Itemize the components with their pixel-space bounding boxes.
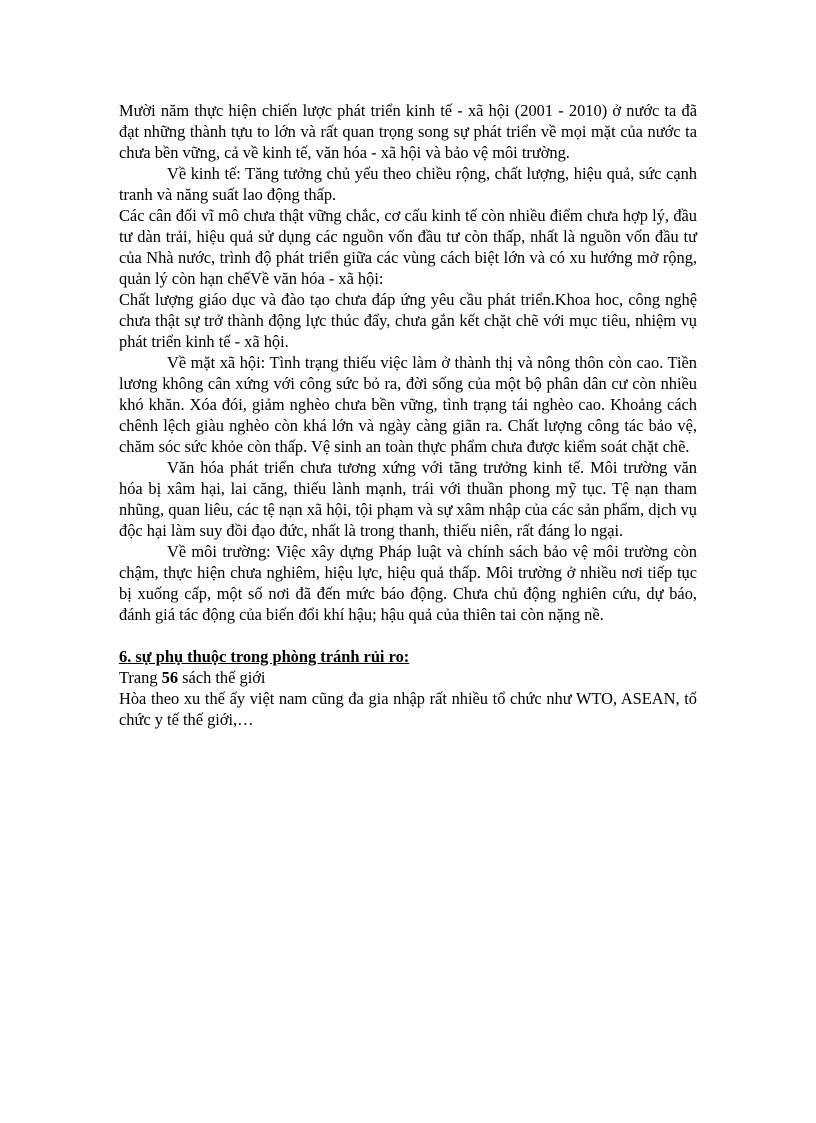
environment-paragraph: Về môi trường: Việc xây dựng Pháp luật và chính sách bảo vệ môi trường còn chậm, thực hiện chưa nghiêm, hiệu lực, hiệu quả thấp. Môi trường ở nhiều nơi tiếp tục bị xuống cấp, một số nơi đã đến mức báo động. Chưa chủ động nghiên cứu, dự báo, đánh giá tác động của biến đổi khí hậu; hậu quả của thiên tai còn nặng nề. [119,542,697,624]
reference-page-number: 56 [161,668,179,687]
reference-suffix: sách thế giới [178,668,266,687]
document-page [119,100,697,730]
macro-balance-paragraph: Các cân đối vĩ mô chưa thật vững chắc, cơ cấu kinh tế còn nhiều điểm chưa hợp lý, đầu tư dàn trải, hiệu quả sử dụng các nguồn vốn đầu tư còn thấp, nhất là nguồn vốn đầu tư của Nhà nước, trình độ phát triển giữa các vùng cách biệt lớn và có xu hướng mở rộng, quản lý còn hạn chếVề văn hóa - xã hội: [119,206,697,288]
intro-paragraph: Mười năm thực hiện chiến lược phát triển kinh tế - xã hội (2001 - 2010) ở nước ta đã đạt những thành tựu to lớn và rất quan trọng song sự phát triển về mọi mặt của nước ta chưa bền vững, cả về kinh tế, văn hóa - xã hội và bảo vệ môi trường. [119,101,697,162]
culture-paragraph: Văn hóa phát triển chưa tương xứng với tăng trưởng kinh tế. Môi trường văn hóa bị xâm hại, lai căng, thiếu lành mạnh, trái với thuần phong mỹ tục. Tệ nạn tham nhũng, quan liêu, các tệ nạn xã hội, tội phạm và sự xâm nhập của các sản phẩm, dịch vụ độc hại làm suy đồi đạo đức, nhất là trong thanh, thiếu niên, rất đáng lo ngại. [119,458,697,540]
section-heading [119,646,697,667]
section-title: . sự phụ thuộc trong phòng tránh rủi ro: [127,647,410,666]
economy-paragraph: Về kinh tế: Tăng tưởng chủ yếu theo chiều rộng, chất lượng, hiệu quả, sức cạnh tranh và năng suất lao động thấp. [119,164,697,204]
society-paragraph: Về mặt xã hội: Tình trạng thiếu việc làm ở thành thị và nông thôn còn cao. Tiền lương không cân xứng với công sức bỏ ra, đời sống của một bộ phân dân cư còn nhiều khó khăn. Xóa đói, giảm nghèo chưa bền vững, tình trạng tái nghèo cao. Khoảng cách chênh lệch giàu nghèo còn khá lớn và ngày càng giãn ra. Chất lượng công tác bảo vệ, chăm sóc sức khỏe còn thấp. Vệ sinh an toàn thực phẩm chưa được kiểm soát chặt chẽ. [119,353,697,456]
section-number: 6 [119,647,128,666]
section-body: Hòa theo xu thế ấy việt nam cũng đa gia nhập rất nhiều tổ chức như WTO, ASEAN, tổ chức y tế thế giới,… [119,689,697,729]
reference-prefix: Trang [119,668,162,687]
reference-line [119,667,697,688]
blank-line [119,625,697,646]
education-paragraph: Chất lượng giáo dục và đào tạo chưa đáp ứng yêu cầu phát triển.Khoa hoc, công nghệ chưa thật sự trở thành động lực thúc đẩy, chưa gắn kết chặt chẽ với mục tiêu, nhiệm vụ phát triển kinh tế - xã hội. [119,290,697,351]
